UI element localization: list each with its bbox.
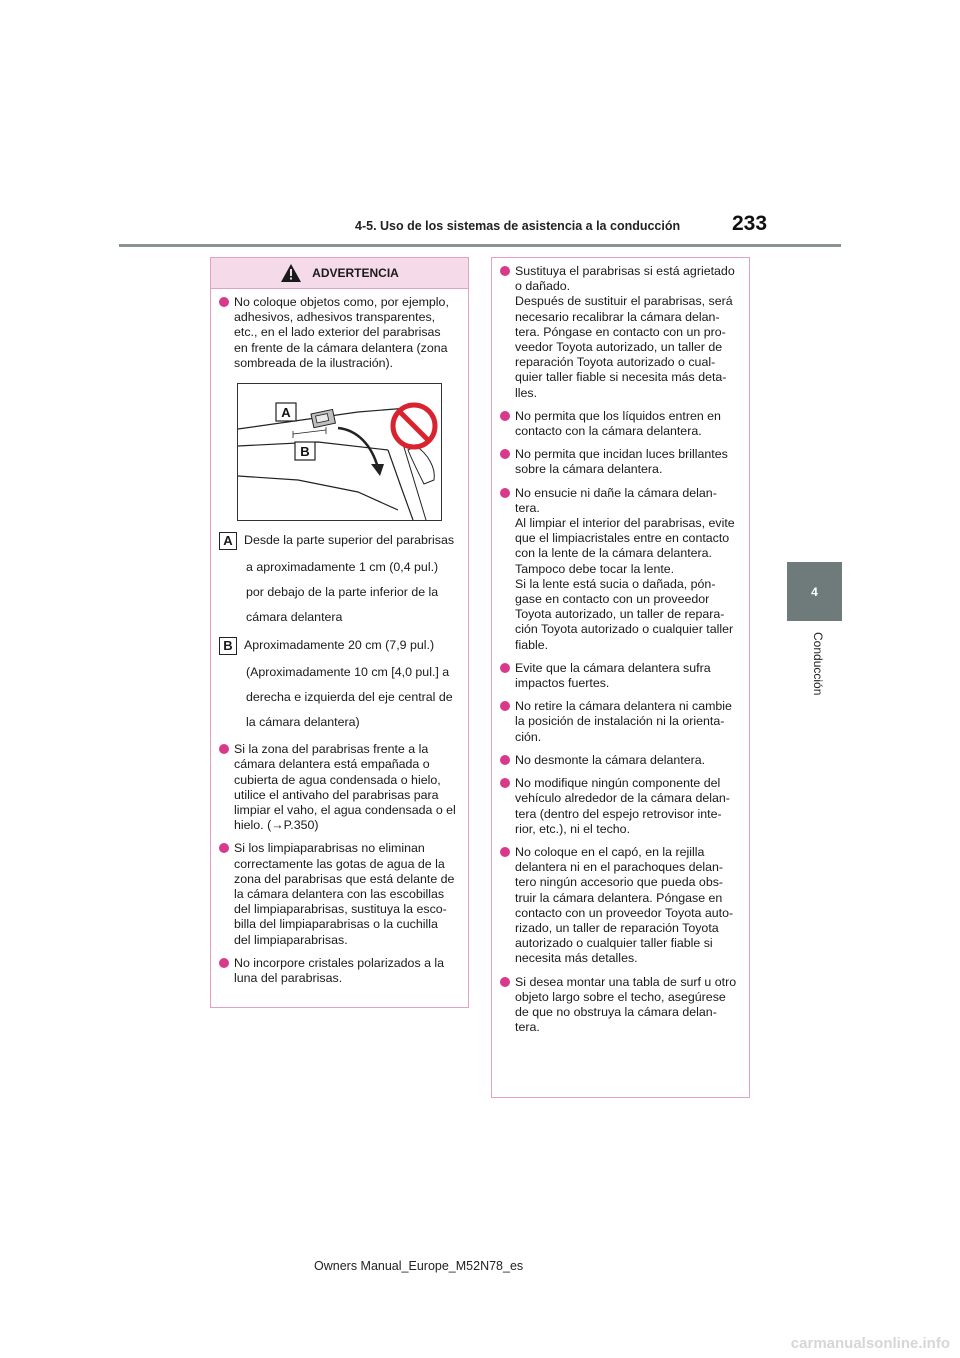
illustration-label-b: B (300, 444, 310, 460)
bullet-icon (219, 297, 229, 307)
bullet-icon (219, 744, 229, 754)
bullet-text: Si desea montar una tabla de surf u otro objeto largo sobre el techo, asegúrese de que no obstruya la cámara delan- tera. (515, 974, 737, 1035)
legend-text: cámara delantera (246, 610, 343, 625)
page-number: 233 (732, 212, 768, 235)
illustration-label-a: A (281, 405, 291, 421)
bullet-icon (500, 663, 510, 673)
bullet-text: No ensucie ni dañe la cámara delan- tera. Al limpiar el interior del parabrisas, evite que el limpiacristales entre en contacto con la lente de la cámara delantera. Tampoco debe tocar la lente. Si la lente está sucia o dañada, pón- gase en contacto con un proveedor Toyota autorizado, un taller de repara- ción Toyota autorizado o cualquier taller fiable. (515, 485, 735, 652)
chapter-number: 4 (811, 584, 818, 599)
warning-box (210, 257, 469, 1008)
chapter-label: Conducción (811, 632, 825, 696)
warning-header (211, 258, 468, 289)
legend-text: a aproximadamente 1 cm (0,4 pul.) (246, 560, 439, 575)
list-item (500, 753, 739, 768)
bullet-icon (500, 449, 510, 459)
bullet-icon (500, 977, 510, 987)
bullet-text: Sustituya el parabrisas si está agrietado o dañado. Después de sustituir el parabrisas, será necesario recalibrar la cámara delan- tera. Póngase en contacto con un pro- veedor Toyota autorizado, un taller de reparación Toyota autorizado o cual- quier taller fiable si necesita más deta- lles. (515, 264, 735, 400)
document-name: Owners Manual_Europe_M52N78_es (314, 1259, 524, 1273)
list-item (500, 661, 739, 691)
list-item (500, 845, 739, 967)
bullet-icon (500, 847, 510, 857)
list-item (500, 486, 739, 653)
warning-label: ADVERTENCIA (312, 266, 399, 280)
list-item (500, 776, 739, 837)
list-item (500, 699, 739, 745)
legend-item-a (219, 533, 458, 626)
list-item (500, 447, 739, 477)
bullet-text: No modifique ningún componente del vehículo alrededor de la cámara delan- tera (dentro del espejo retrovisor inte- rior, etc.), ni el techo. (515, 776, 730, 836)
legend-text: la cámara delantera) (246, 715, 360, 730)
bullet-text: No desmonte la cámara delantera. (515, 752, 706, 767)
bullet-text: Evite que la cámara delantera sufra impactos fuertes. (515, 660, 711, 691)
section-title: 4-5. Uso de los sistemas de asistencia a la conducción (355, 219, 681, 233)
bullet-text: Si los limpiaparabrisas no eliminan correctamente las gotas de agua de la zona del parabrisas que está delante de la cámara delantera con las escobillas del limpiaparabrisas, sustituya la esco- billa del limpiaparabrisas o la cuchilla del limpiaparabrisas. (234, 841, 455, 947)
watermark: carmanualsonline.info (790, 1335, 950, 1352)
legend-badge-b: B (219, 637, 237, 655)
list-item (219, 841, 458, 947)
bullet-icon (500, 411, 510, 421)
bullet-text: No coloque objetos como, por ejemplo, adhesivos, adhesivos transparentes, etc., en el lado exterior del parabrisas en frente de la cámara delantera (zona sombreada de la ilustración). (234, 295, 449, 370)
bullet-icon (500, 266, 510, 276)
bullet-icon (500, 488, 510, 498)
list-item (219, 956, 458, 986)
legend-badge-a: A (219, 532, 237, 550)
bullet-icon (219, 958, 229, 968)
bullet-icon (219, 843, 229, 853)
list-item (500, 264, 739, 401)
list-item (500, 409, 739, 439)
legend-text: por debajo de la parte inferior de la (246, 585, 439, 600)
list-item (219, 295, 458, 371)
bullet-text: No permita que incidan luces brillantes sobre la cámara delantera. (515, 447, 728, 477)
windshield-camera-illustration (237, 383, 442, 521)
bullet-icon (500, 755, 510, 765)
bullet-icon (500, 701, 510, 711)
chapter-tab (787, 562, 842, 621)
list-item (219, 742, 458, 833)
legend-text: Desde la parte superior del parabrisas (244, 533, 455, 548)
bullet-text: No incorpore cristales polarizados a la luna del parabrisas. (234, 955, 445, 986)
bullet-text: No permita que los líquidos entren en contacto con la cámara delantera. (515, 408, 721, 439)
warning-triangle-icon (280, 263, 302, 283)
warning-box-continued (491, 257, 750, 1098)
legend-text: (Aproximadamente 10 cm [4,0 pul.] a (246, 664, 450, 679)
bullet-text: Si la zona del parabrisas frente a la cámara delantera está empañada o cubierta de agua condensada o hielo, utilice el antivaho del parabrisas para limpiar el vaho, el agua condensada o el hielo. (→P.350) (234, 742, 456, 833)
legend-text: derecha e izquierda del eje central de (246, 689, 453, 704)
bullet-icon (500, 778, 510, 788)
header-divider (119, 244, 841, 247)
bullet-text: No retire la cámara delantera ni cambie la posición de instalación ni la orienta- ción. (515, 699, 732, 744)
legend-text: Aproximadamente 20 cm (7,9 pul.) (244, 637, 435, 652)
list-item (500, 975, 739, 1036)
legend-item-b (219, 638, 458, 731)
bullet-text: No coloque en el capó, en la rejilla delantera ni en el parachoques delan- tero ningún accesorio que pueda obs- truir la cámara delantera. Póngase en contacto con un proveedor Toyota auto- rizado, un taller de reparación Toyota autorizado o cualquier taller fiable si necesita más detalles. (515, 844, 734, 966)
